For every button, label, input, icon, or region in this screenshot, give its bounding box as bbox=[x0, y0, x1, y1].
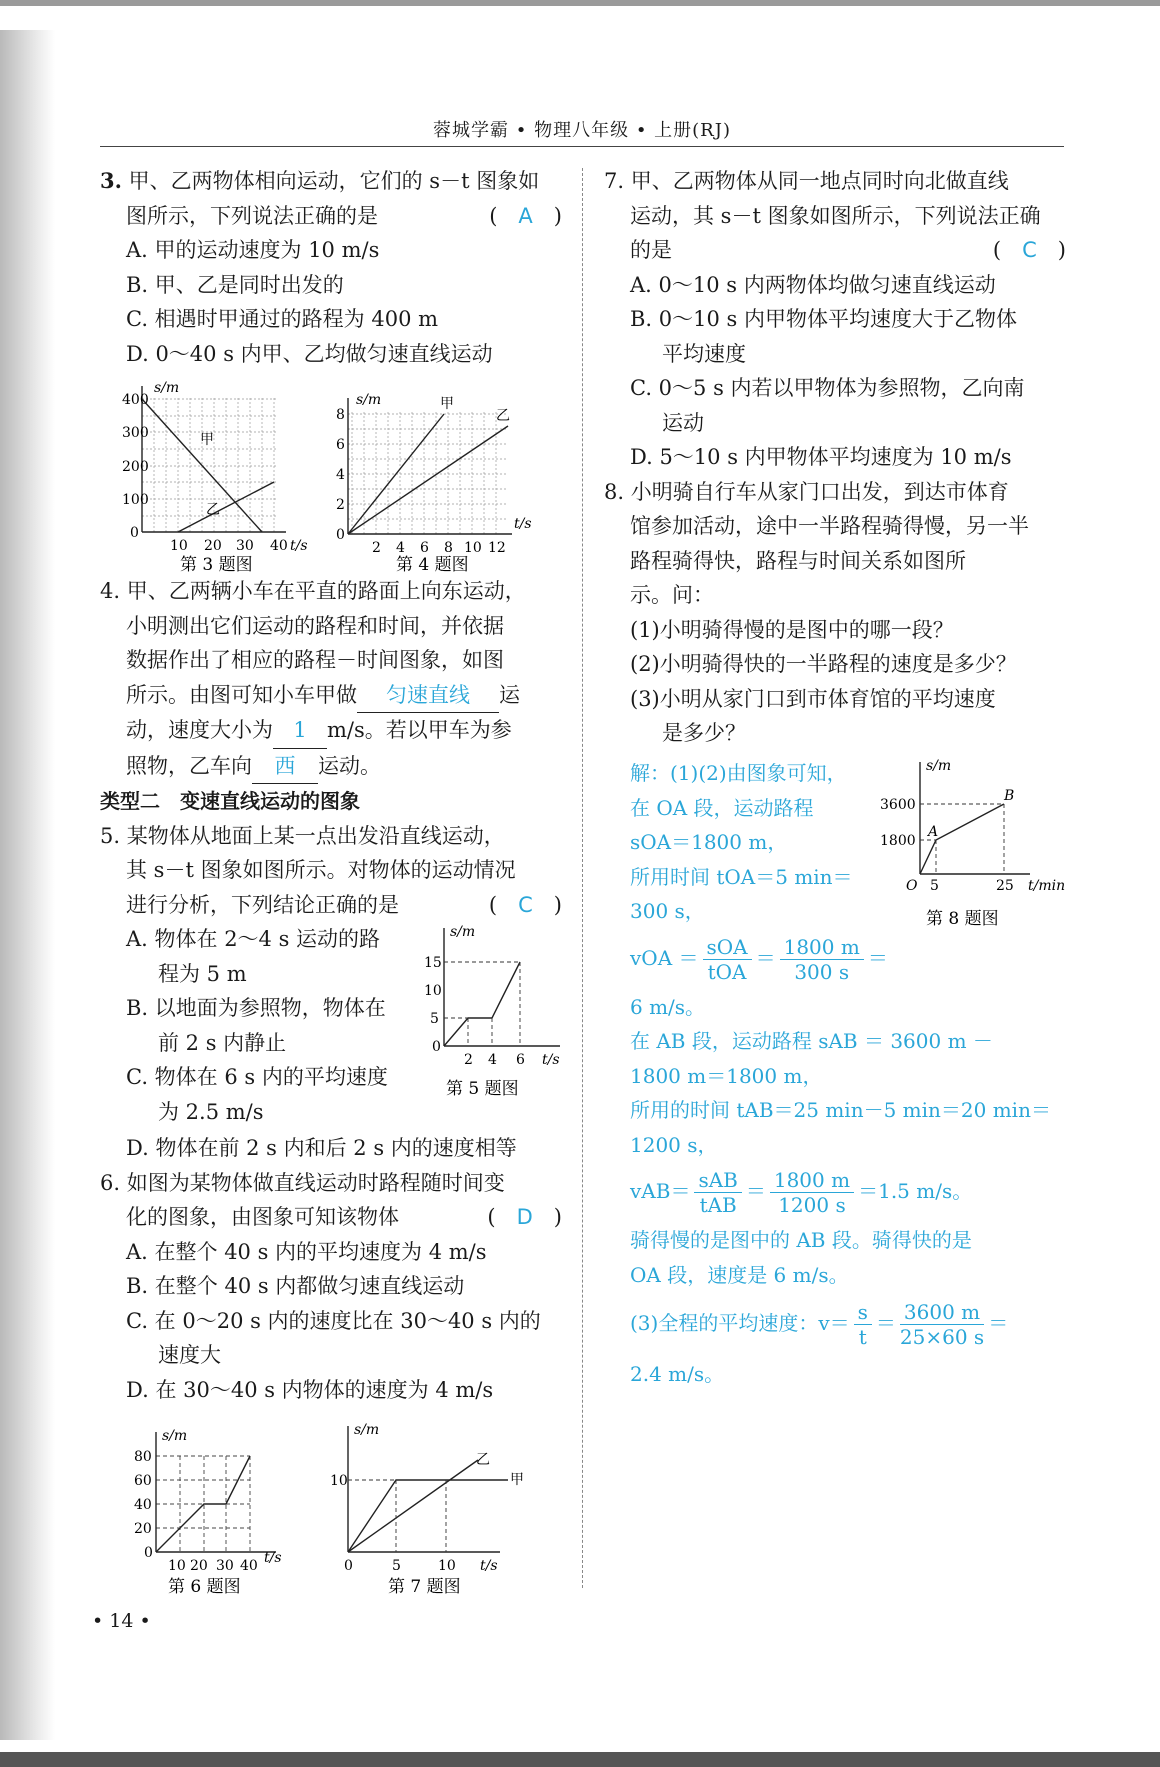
fig4-ytick-8: 8 bbox=[336, 407, 345, 423]
sol-formula-vab bbox=[630, 1168, 1066, 1217]
q4-l4a: 所示。由图可知小车甲做 bbox=[126, 682, 357, 707]
q4-l6b: 运动。 bbox=[318, 753, 381, 778]
fig4-ylabel: s/m bbox=[356, 392, 382, 408]
fig8-ytick-3600: 3600 bbox=[880, 797, 916, 813]
q5-option-a-1: A. 物体在 2～4 s 运动的路 bbox=[126, 927, 381, 951]
q6-option-c-2: 速度大 bbox=[158, 1343, 221, 1367]
sol-line-12: OA 段，速度是 6 m/s。 bbox=[630, 1262, 849, 1287]
fig4-xtick-6: 6 bbox=[420, 540, 429, 556]
q7-option-b-2: 平均速度 bbox=[662, 341, 746, 366]
v-den2: 25×60 s bbox=[899, 1325, 985, 1349]
q5-option-c-2: 为 2.5 m/s bbox=[158, 1099, 264, 1124]
fig4-xtick-10: 10 bbox=[464, 540, 482, 556]
q8-line-2: 馆参加活动，途中一半路程骑得慢，另一半 bbox=[630, 514, 1029, 538]
v-eq: ＝ bbox=[875, 1311, 896, 1335]
fig8-ylabel: s/m bbox=[926, 758, 952, 774]
voa-den2: 300 s bbox=[794, 959, 850, 984]
voa-lhs: vOA ＝ bbox=[630, 945, 699, 970]
q4-line-3: 数据作出了相应的路程－时间图象，如图 bbox=[126, 648, 504, 672]
q4-l6a: 照物，乙车向 bbox=[126, 753, 252, 778]
vab-end: ＝1.5 m/s。 bbox=[858, 1179, 973, 1203]
fig7-xlabel: t/s bbox=[480, 1558, 498, 1574]
fig3-xlabel: t/s bbox=[290, 538, 308, 554]
q7-stem-2: 运动，其 s－t 图象如图所示，下列说法正确 bbox=[630, 203, 1041, 228]
fig8-point-a: A bbox=[928, 824, 939, 840]
figure-7 bbox=[330, 1420, 540, 1604]
fig4-ytick-6: 6 bbox=[336, 437, 345, 453]
q6-answer: D bbox=[516, 1205, 533, 1229]
fig4-xlabel: t/s bbox=[514, 516, 532, 532]
question-6 bbox=[100, 1166, 562, 1408]
q8-sub-2: (2)小明骑得快的一半路程的速度是多少？ bbox=[630, 652, 1017, 676]
q6-option-c-1: C. 在 0～20 s 内的速度比在 30～40 s 内的 bbox=[126, 1308, 541, 1333]
fig7-caption: 第 7 题图 bbox=[388, 1577, 461, 1597]
fig5-xtick-4: 4 bbox=[488, 1052, 497, 1068]
q5-number: 5. bbox=[100, 823, 121, 848]
q6-stem-1: 如图为某物体做直线运动时路程随时间变 bbox=[126, 1170, 505, 1195]
sol-line-7: 在 AB 段，运动路程 sAB ＝ 3600 m － bbox=[630, 1029, 993, 1053]
vab-num2: 1800 m bbox=[770, 1168, 854, 1193]
fig7-ylabel: s/m bbox=[354, 1422, 380, 1438]
question-4 bbox=[100, 574, 562, 784]
sol-line-5: 300 s， bbox=[630, 899, 705, 923]
fig4-xtick-4: 4 bbox=[396, 540, 405, 556]
q8-sub-3a: (3)小明从家门口到市体育馆的平均速度 bbox=[630, 686, 996, 711]
section-type-2: 类型二 变速直线运动的图象 bbox=[100, 789, 360, 813]
fig4-ytick-2: 2 bbox=[336, 497, 345, 513]
q5-option-c-1: C. 物体在 6 s 内的平均速度 bbox=[126, 1065, 388, 1089]
q7-option-a: A. 0～10 s 内两物体均做匀速直线运动 bbox=[630, 272, 996, 297]
vab-den2: 1200 s bbox=[778, 1193, 846, 1217]
fig3-ytick-300: 300 bbox=[122, 425, 149, 441]
sol-formula-v bbox=[630, 1300, 1066, 1349]
fig4-jia-label: 甲 bbox=[440, 396, 454, 412]
sol-line-11: 骑得慢的是图中的 AB 段。骑得快的是 bbox=[630, 1228, 972, 1252]
q3-stem-1: 甲、乙两物体相向运动，它们的 s－t 图象如 bbox=[128, 169, 540, 193]
v-frac-1 bbox=[854, 1300, 872, 1349]
sol-line-2: 在 OA 段，运动路程 bbox=[630, 795, 814, 820]
sol-line-10: 1200 s， bbox=[630, 1132, 718, 1157]
q4-blank-1: 匀速直线 bbox=[357, 678, 499, 714]
fig5-ytick-5: 5 bbox=[430, 1011, 439, 1027]
v-num2: 3600 m bbox=[900, 1300, 984, 1325]
q6-number: 6. bbox=[100, 1170, 121, 1195]
column-divider bbox=[582, 168, 583, 1588]
fig6-caption: 第 6 题图 bbox=[168, 1577, 241, 1597]
sol-line-8: 1800 m＝1800 m， bbox=[630, 1063, 823, 1088]
q4-blank-3: 西 bbox=[252, 749, 318, 785]
sol-line-9: 所用的时间 tAB＝25 min－5 min＝20 min＝ bbox=[630, 1098, 1051, 1122]
voa-frac-2 bbox=[780, 935, 864, 984]
q5-stem-2: 其 s－t 图象如图所示。对物体的运动情况 bbox=[126, 858, 516, 882]
binding-shadow bbox=[0, 30, 55, 1740]
fig6-ytick-80: 80 bbox=[134, 1449, 152, 1465]
fig3-ytick-200: 200 bbox=[122, 459, 149, 475]
fig3-xtick-30: 30 bbox=[236, 538, 254, 554]
vab-lhs: vAB＝ bbox=[630, 1179, 691, 1203]
fig3-xtick-40: 40 bbox=[270, 538, 288, 554]
fig3-jia-label: 甲 bbox=[200, 432, 214, 448]
q5-option-b-1: B. 以地面为参照物，物体在 bbox=[126, 996, 386, 1020]
q8-sub-3b: 是多少？ bbox=[662, 721, 746, 745]
fig8-xtick-5: 5 bbox=[930, 878, 939, 894]
fig8-xtick-25: 25 bbox=[996, 878, 1014, 894]
fig7-yi-label: 乙 bbox=[476, 1452, 490, 1468]
question-8 bbox=[604, 475, 1066, 751]
q6-option-a: A. 在整个 40 s 内的平均速度为 4 m/s bbox=[126, 1239, 487, 1264]
fig3-caption: 第 3 题图 bbox=[180, 555, 253, 575]
q5-option-a-2: 程为 5 m bbox=[158, 961, 247, 986]
fig8-caption: 第 8 题图 bbox=[926, 909, 999, 929]
top-edge bbox=[0, 0, 1160, 6]
figure-4 bbox=[326, 392, 546, 580]
sol-line-1: 解：(1)(2)由图象可知， bbox=[630, 761, 847, 785]
q5-stem-1: 某物体从地面上某一点出发沿直线运动， bbox=[126, 823, 505, 848]
voa-eq: ＝ bbox=[755, 945, 776, 970]
fig3-ytick-100: 100 bbox=[122, 492, 149, 508]
q7-option-c-2: 运动 bbox=[662, 410, 704, 435]
fig6-xlabel: t/s bbox=[264, 1550, 282, 1566]
q4-line-1: 甲、乙两辆小车在平直的路面上向东运动， bbox=[126, 579, 526, 603]
fig6-xtick-30: 30 bbox=[216, 1558, 234, 1574]
right-column bbox=[604, 164, 1066, 751]
fig7-ytick-10: 10 bbox=[330, 1473, 348, 1489]
question-7 bbox=[604, 164, 1066, 475]
fig7-jia-label: 甲 bbox=[510, 1472, 524, 1488]
fig3-xtick-20: 20 bbox=[204, 538, 222, 554]
q4-line-6 bbox=[100, 749, 562, 785]
q6-stem-2: 化的图象，由图象可知该物体 bbox=[126, 1205, 399, 1229]
v-end: ＝ bbox=[988, 1311, 1009, 1335]
q4-line-2: 小明测出它们运动的路程和时间，并依据 bbox=[126, 613, 504, 638]
fig7-xtick-10: 10 bbox=[438, 1558, 456, 1574]
q4-l5b: m/s。若以甲车为参 bbox=[327, 718, 512, 742]
fig3-ylabel: s/m bbox=[154, 380, 180, 396]
fig6-ytick-0: 0 bbox=[144, 1545, 153, 1561]
fig8-xlabel: t/min bbox=[1028, 878, 1066, 894]
q4-blank-2: 1 bbox=[273, 713, 327, 749]
page-header: 蓉城学霸 • 物理八年级 • 上册(RJ) bbox=[433, 120, 731, 141]
fig7-xtick-0: 0 bbox=[344, 1558, 353, 1574]
q6-option-d: D. 在 30～40 s 内物体的速度为 4 m/s bbox=[126, 1377, 494, 1402]
q4-l4b: 运 bbox=[499, 682, 520, 707]
q3-option-d: D. 0～40 s 内甲、乙均做匀速直线运动 bbox=[126, 341, 493, 366]
q7-option-d: D. 5～10 s 内甲物体平均速度为 10 m/s bbox=[630, 445, 1012, 469]
vab-frac-1 bbox=[694, 1168, 741, 1217]
q5-answer: C bbox=[518, 892, 533, 917]
q4-line-4 bbox=[100, 678, 562, 714]
q6-option-b: B. 在整个 40 s 内都做匀速直线运动 bbox=[126, 1274, 465, 1298]
q3-option-c: C. 相遇时甲通过的路程为 400 m bbox=[126, 307, 439, 331]
fig5-xtick-2: 2 bbox=[464, 1052, 473, 1068]
sol-line-3: sOA＝1800 m， bbox=[630, 830, 788, 854]
q4-line-5 bbox=[100, 713, 562, 749]
fig4-yi-label: 乙 bbox=[496, 408, 510, 424]
fig6-ytick-40: 40 bbox=[134, 1497, 152, 1513]
voa-num2: 1800 m bbox=[780, 935, 864, 960]
vab-den: tAB bbox=[699, 1193, 737, 1217]
fig5-ytick-15: 15 bbox=[424, 955, 442, 971]
fig5-ytick-10: 10 bbox=[424, 983, 442, 999]
q7-option-b-1: B. 0～10 s 内甲物体平均速度大于乙物体 bbox=[630, 307, 1017, 331]
figure-3 bbox=[118, 380, 318, 580]
q5-stem-3: 进行分析，下列结论正确的是 bbox=[126, 892, 399, 917]
q3-option-b: B. 甲、乙是同时出发的 bbox=[126, 272, 344, 297]
figure-5 bbox=[420, 922, 570, 1104]
fig3-ytick-400: 400 bbox=[122, 392, 149, 408]
voa-end: ＝ bbox=[867, 945, 888, 970]
q7-answer: C bbox=[1022, 238, 1037, 262]
q7-stem-1: 甲、乙两物体从同一地点同时向北做直线 bbox=[630, 169, 1009, 193]
q8-number: 8. bbox=[604, 479, 625, 504]
bottom-edge bbox=[0, 1752, 1160, 1767]
q5-option-b-2: 前 2 s 内静止 bbox=[158, 1030, 287, 1055]
sol-line-13: 2.4 m/s。 bbox=[630, 1362, 725, 1386]
fig5-ytick-0: 0 bbox=[432, 1039, 441, 1055]
fig6-xtick-40: 40 bbox=[240, 1558, 258, 1574]
fig5-caption: 第 5 题图 bbox=[446, 1079, 519, 1099]
q6-answer-bracket: ( D ) bbox=[487, 1205, 562, 1229]
fig4-ytick-0: 0 bbox=[336, 527, 345, 543]
q8-line-4: 示。问： bbox=[630, 583, 714, 607]
v-frac-2 bbox=[900, 1300, 984, 1349]
fig4-xtick-2: 2 bbox=[372, 540, 381, 556]
left-column bbox=[100, 164, 562, 371]
fig4-ytick-4: 4 bbox=[336, 467, 345, 483]
q3-number: 3. bbox=[100, 168, 122, 193]
q8-line-3: 路程骑得快，路程与时间关系如图所 bbox=[630, 548, 966, 573]
fig6-ytick-20: 20 bbox=[134, 1521, 152, 1537]
v-den: t bbox=[858, 1325, 867, 1349]
q7-answer-bracket: ( C ) bbox=[992, 238, 1066, 262]
fig7-xtick-5: 5 bbox=[392, 1558, 401, 1574]
fig4-xtick-8: 8 bbox=[444, 540, 453, 556]
fig5-xlabel: t/s bbox=[542, 1052, 560, 1068]
question-3 bbox=[100, 164, 562, 371]
voa-frac-1 bbox=[703, 935, 752, 984]
figure-6 bbox=[126, 1422, 296, 1604]
fig8-ytick-1800: 1800 bbox=[880, 833, 916, 849]
page-number: • 14 • bbox=[92, 1610, 151, 1632]
v-lhs: (3)全程的平均速度：v＝ bbox=[630, 1311, 850, 1335]
sol-line-4: 所用时间 tOA＝5 min＝ bbox=[630, 864, 853, 889]
q5-answer-bracket: ( C ) bbox=[488, 892, 562, 917]
q8-sub-1: (1)小明骑得慢的是图中的哪一段？ bbox=[630, 617, 954, 642]
fig4-caption: 第 4 题图 bbox=[396, 555, 469, 575]
vab-frac-2 bbox=[770, 1168, 854, 1217]
q7-stem-3: 的是 bbox=[630, 238, 672, 262]
q4-number: 4. bbox=[100, 579, 121, 603]
q3-option-a: A. 甲的运动速度为 10 m/s bbox=[126, 238, 380, 262]
voa-den: tOA bbox=[707, 959, 747, 984]
v-num: s bbox=[854, 1300, 872, 1325]
fig4-xtick-12: 12 bbox=[488, 540, 506, 556]
q7-option-c-1: C. 0～5 s 内若以甲物体为参照物，乙向南 bbox=[630, 376, 1025, 400]
fig8-origin: O bbox=[906, 878, 918, 894]
q3-answer: A bbox=[518, 203, 533, 228]
header-rule bbox=[100, 146, 1064, 147]
fig8-point-b: B bbox=[1004, 788, 1015, 804]
vab-num: sAB bbox=[694, 1168, 741, 1193]
q7-number: 7. bbox=[604, 169, 625, 193]
figure-8 bbox=[880, 756, 1070, 936]
fig6-ytick-60: 60 bbox=[134, 1473, 152, 1489]
vab-eq: ＝ bbox=[745, 1179, 766, 1203]
sol-line-6: 6 m/s。 bbox=[630, 994, 706, 1019]
q3-stem-2: 图所示，下列说法正确的是 bbox=[126, 203, 378, 228]
q4-l5a: 动，速度大小为 bbox=[126, 718, 273, 742]
q3-answer-bracket: ( A ) bbox=[489, 203, 562, 228]
fig5-xtick-6: 6 bbox=[516, 1052, 525, 1068]
fig6-ylabel: s/m bbox=[162, 1428, 188, 1444]
sol-formula-voa bbox=[630, 935, 1066, 984]
q8-line-1: 小明骑自行车从家门口出发，到达市体育 bbox=[630, 479, 1009, 504]
q5-option-d: D. 物体在前 2 s 内和后 2 s 内的速度相等 bbox=[126, 1136, 517, 1160]
fig5-ylabel: s/m bbox=[450, 924, 476, 940]
voa-num: sOA bbox=[703, 935, 752, 960]
fig3-xtick-10: 10 bbox=[170, 538, 188, 554]
fig3-ytick-0: 0 bbox=[130, 525, 139, 541]
fig6-xtick-20: 20 bbox=[190, 1558, 208, 1574]
fig3-yi-label: 乙 bbox=[206, 502, 220, 518]
fig6-xtick-10: 10 bbox=[168, 1558, 186, 1574]
